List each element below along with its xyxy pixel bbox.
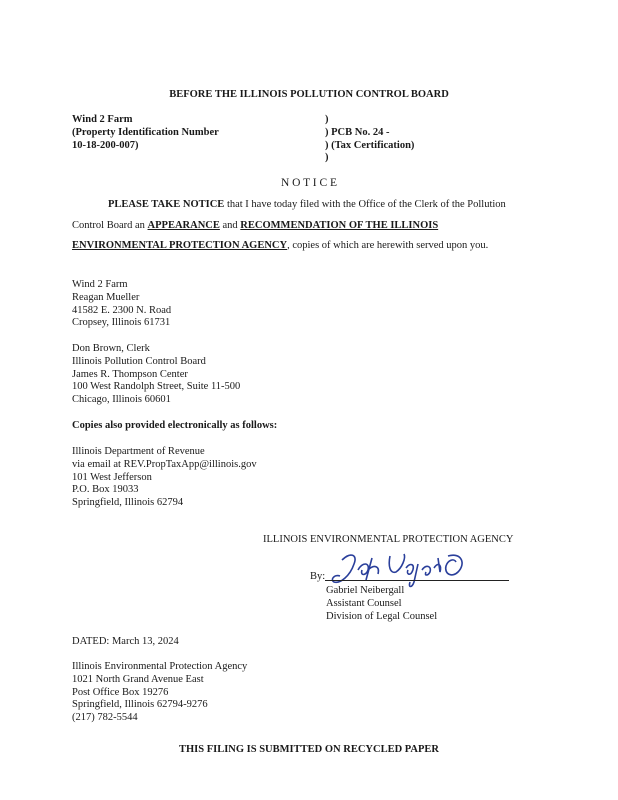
recommendation-doc: RECOMMENDATION OF THE ILLINOIS — [240, 220, 439, 231]
address-line: Cropsey, Illinois 61731 — [72, 317, 171, 329]
address-line: 1021 North Grand Avenue East — [72, 673, 204, 685]
address-line: Chicago, Illinois 60601 — [72, 394, 171, 406]
case-caption-right — [325, 114, 414, 165]
signatory-name: Gabriel Neibergall — [326, 585, 405, 596]
addressee-clerk — [72, 343, 240, 407]
document-title: BEFORE THE ILLINOIS POLLUTION CONTROL BOARD — [169, 89, 449, 100]
phone-line: (217) 782-5544 — [72, 712, 138, 724]
signatory-block — [326, 585, 437, 623]
notice-line-3 — [72, 240, 488, 251]
by-label: By: — [310, 571, 326, 582]
notice-text: that I have today filed with the Office of the Clerk of the Pollution — [224, 199, 506, 210]
address-line: Don Brown, Clerk — [72, 343, 150, 354]
pcb-number: ) PCB No. 24 - — [325, 126, 390, 138]
notice-line-1 — [108, 199, 506, 210]
case-type: ) (Tax Certification) — [325, 139, 415, 151]
pin-number: 10-18-200-007) — [72, 139, 139, 151]
notice-text: and — [219, 220, 241, 231]
address-line: Springfield, Illinois 62794-9276 — [72, 699, 208, 711]
pin-label: (Property Identification Number — [72, 126, 219, 138]
signatory-division: Division of Legal Counsel — [326, 610, 438, 622]
electronic-copies-heading: Copies also provided electronically as follows: — [72, 420, 278, 431]
case-caption-left — [72, 114, 219, 152]
caption-paren: ) — [325, 152, 329, 164]
address-line: James R. Thompson Center — [72, 368, 188, 380]
address-line: Illinois Environmental Protection Agency — [72, 661, 248, 672]
address-line: Post Office Box 19276 — [72, 686, 169, 698]
address-line: P.O. Box 19033 — [72, 484, 139, 496]
address-line: Illinois Department of Revenue — [72, 446, 205, 457]
notice-line-2 — [72, 220, 438, 231]
address-line: Reagan Mueller — [72, 291, 140, 303]
signatory-title: Assistant Counsel — [326, 597, 402, 609]
electronic-recipient — [72, 446, 257, 510]
petitioner-name: Wind 2 Farm — [72, 114, 133, 125]
agency-signature-header: ILLINOIS ENVIRONMENTAL PROTECTION AGENCY — [263, 534, 514, 545]
recycled-paper-footer: THIS FILING IS SUBMITTED ON RECYCLED PAPER — [178, 744, 440, 755]
address-line: Springfield, Illinois 62794 — [72, 497, 184, 509]
address-line: 100 West Randolph Street, Suite 11-500 — [72, 381, 241, 393]
address-line: Wind 2 Farm — [72, 279, 128, 290]
handwritten-signature — [328, 548, 468, 590]
notice-lead: PLEASE TAKE NOTICE — [108, 199, 225, 210]
agency-address — [72, 661, 247, 725]
address-line: 41582 E. 2300 N. Road — [72, 304, 172, 316]
notice-text: Control Board an — [72, 220, 148, 231]
notice-text: , copies of which are herewith served upon you. — [287, 240, 489, 251]
caption-paren: ) — [325, 114, 329, 125]
dated-line: DATED: March 13, 2024 — [72, 636, 179, 647]
address-line: 101 West Jefferson — [72, 471, 152, 483]
recommendation-doc: ENVIRONMENTAL PROTECTION AGENCY — [72, 240, 288, 251]
notice-heading: N O T I C E — [280, 177, 338, 189]
addressee-wind-farm — [72, 279, 171, 330]
address-line: Illinois Pollution Control Board — [72, 355, 206, 367]
signature-line — [325, 580, 509, 581]
email-line: via email at REV.PropTaxApp@illinois.gov — [72, 458, 257, 470]
appearance-doc: APPEARANCE — [147, 220, 220, 231]
